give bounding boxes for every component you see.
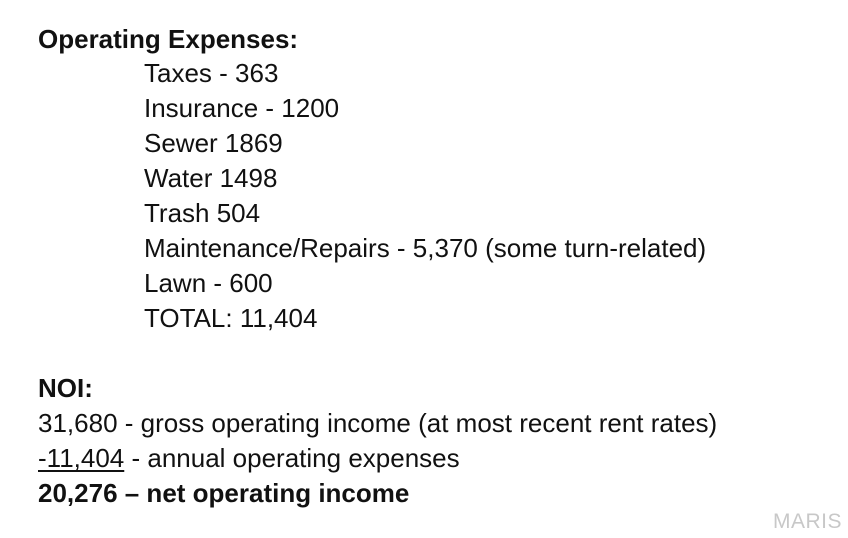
gross-income-line: 31,680 - gross operating income (at most recent rent rates): [38, 408, 718, 438]
expense-item-sewer: Sewer 1869: [144, 128, 283, 158]
expense-item-insurance: Insurance - 1200: [144, 93, 340, 123]
expense-item-maintenance: Maintenance/Repairs - 5,370 (some turn-related): [144, 233, 707, 263]
noi-heading: NOI:: [38, 373, 93, 403]
expense-item-water: Water 1498: [144, 163, 278, 193]
expense-item-lawn: Lawn - 600: [144, 268, 273, 298]
expense-item-taxes: Taxes - 363: [144, 58, 279, 88]
net-income-line: 20,276 – net operating income: [38, 478, 410, 508]
maris-watermark: MARIS: [772, 510, 842, 533]
expenses-line: [38, 441, 460, 476]
expenses-label: - annual operating expenses: [124, 443, 460, 473]
expense-total: TOTAL: 11,404: [144, 303, 318, 333]
operating-expenses-heading: Operating Expenses:: [38, 24, 299, 54]
expense-item-trash: Trash 504: [144, 198, 261, 228]
expenses-value: -11,404: [38, 443, 125, 473]
